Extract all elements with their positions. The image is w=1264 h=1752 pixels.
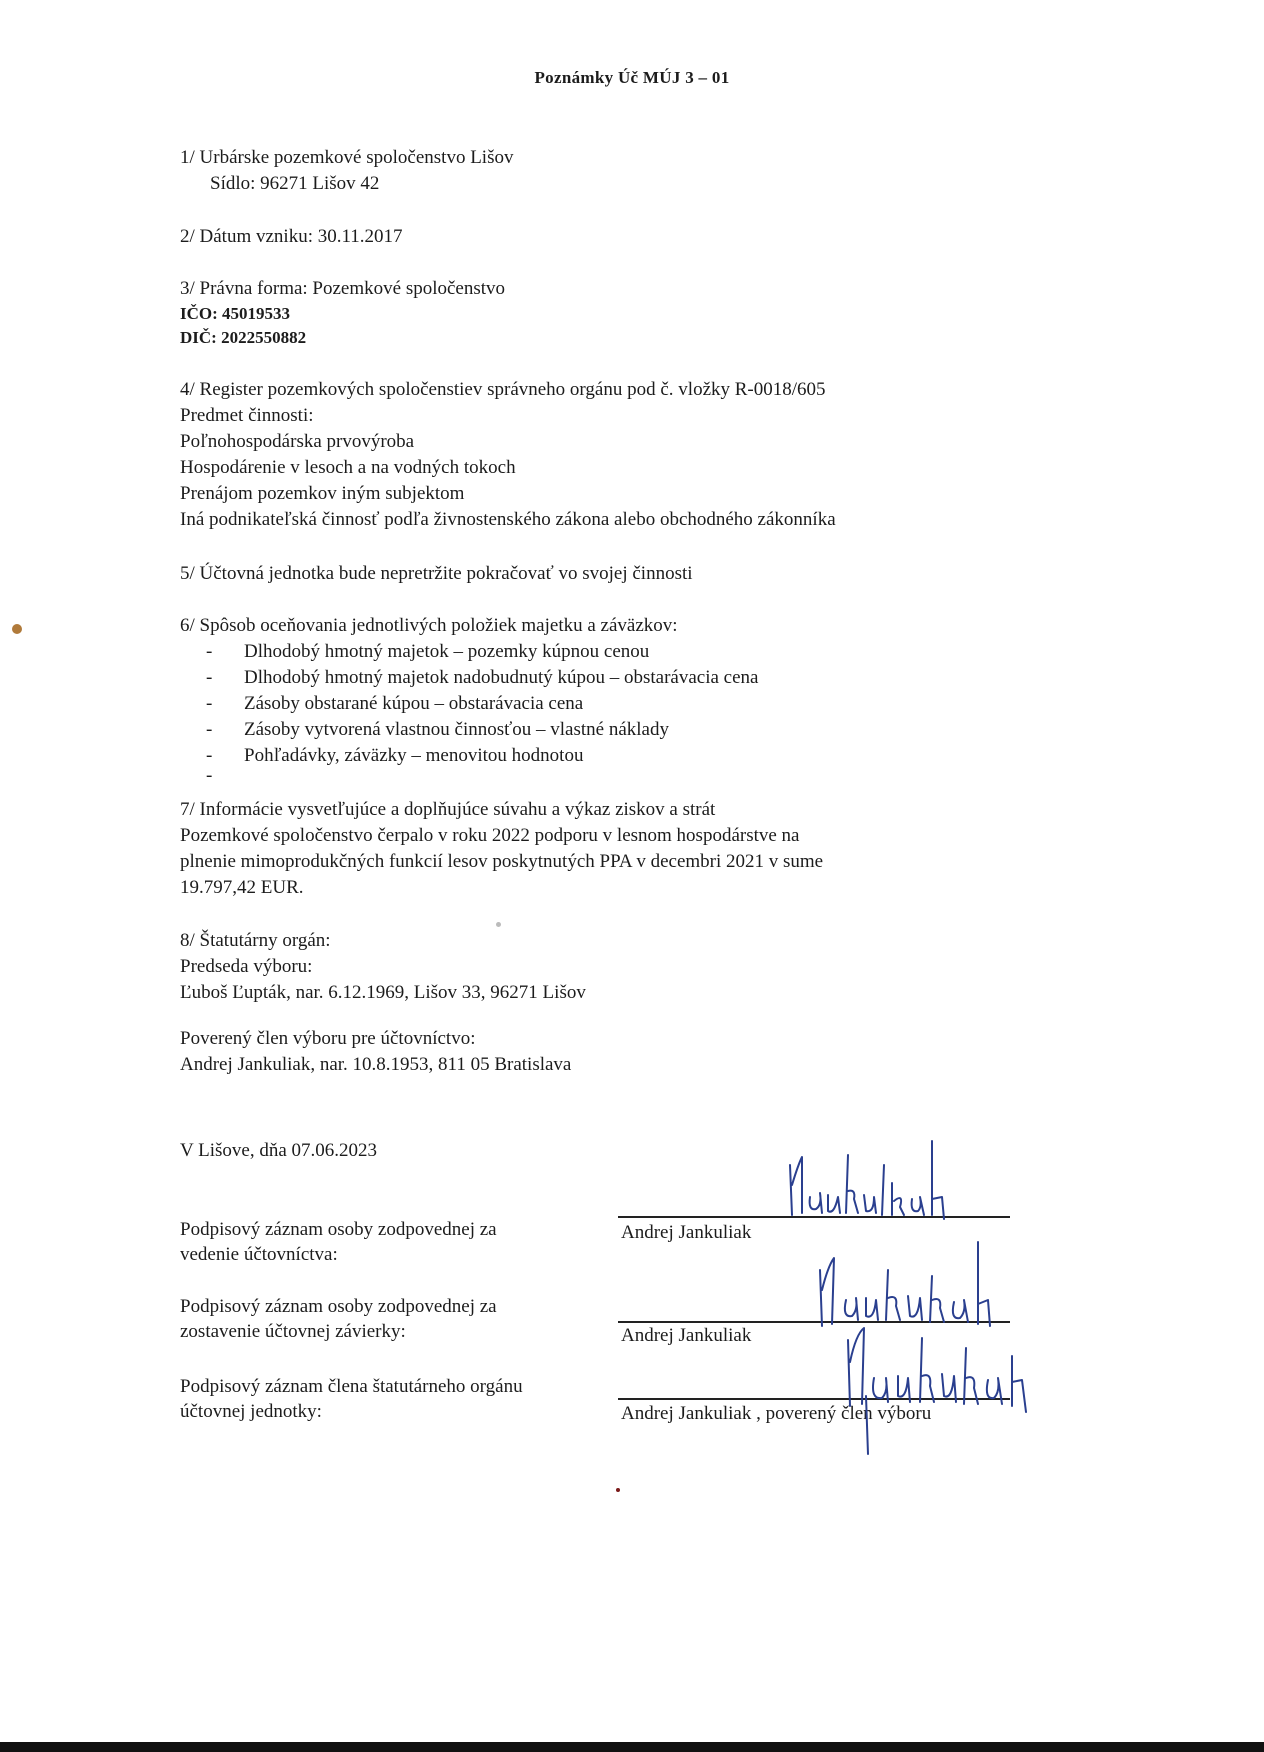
- valuation-heading: 6/ Spôsob oceňovania jednotlivých položiek majetku a záväzkov:: [180, 615, 678, 636]
- list-dash: -: [206, 745, 213, 766]
- explanatory-text: Pozemkové spoločenstvo čerpalo v roku 2022 podporu v lesnom hospodárstve na: [180, 825, 800, 846]
- accounting-member-heading: Poverený člen výboru pre účtovníctvo:: [180, 1028, 476, 1049]
- scan-speck: [616, 1488, 620, 1492]
- legal-form: 3/ Právna forma: Pozemkové spoločenstvo: [180, 278, 506, 299]
- activity-item: Hospodárenie v lesoch a na vodných tokoch: [180, 457, 516, 478]
- signer-name: Andrej Jankuliak: [621, 1325, 752, 1346]
- signer-name: Andrej Jankuliak , poverený člen výboru: [621, 1403, 932, 1424]
- list-item: - Dlhodobý hmotný majetok – pozemky kúpnou cenou: [180, 639, 758, 665]
- handwritten-signature: [782, 1135, 972, 1225]
- list-dash: -: [206, 641, 213, 662]
- activity-item: Prenájom pozemkov iným subjektom: [180, 483, 465, 504]
- section-register: [180, 377, 836, 533]
- dic-number: DIČ: 2022550882: [180, 328, 307, 347]
- section-explanatory-info: [180, 797, 823, 901]
- place-date: V Lišove, dňa 07.06.2023: [180, 1140, 378, 1161]
- entity-seat: Sídlo: 96271 Lišov 42: [210, 173, 380, 194]
- handwritten-signature: [836, 1316, 1036, 1456]
- scan-edge: [0, 1742, 1264, 1752]
- section-legal-form: [180, 276, 505, 350]
- activity-item: Iná podnikateľská činnosť podľa živnostenského zákona alebo obchodného zákonníka: [180, 509, 836, 530]
- scan-speck: [496, 922, 501, 927]
- signer-name: Andrej Jankuliak: [621, 1222, 752, 1243]
- section-statutory-body: [180, 928, 586, 1078]
- explanatory-text: 19.797,42 EUR.: [180, 877, 304, 898]
- activity-item: Poľnohospodárska prvovýroba: [180, 431, 415, 452]
- list-dash: -: [206, 719, 213, 740]
- section-valuation: [180, 613, 758, 785]
- section-entity: [180, 145, 513, 197]
- founding-date: 2/ Dátum vzniku: 30.11.2017: [180, 226, 403, 247]
- section-going-concern: [180, 561, 693, 587]
- signature-label-bookkeeping: Podpisový záznam osoby zodpovednej za vedenie účtovníctva:: [180, 1219, 497, 1265]
- going-concern-statement: 5/ Účtovná jednotka bude nepretržite pokračovať vo svojej činnosti: [180, 563, 693, 584]
- list-item: [180, 765, 758, 786]
- document-title: Poznámky Úč MÚJ 3 – 01: [534, 68, 730, 87]
- accounting-member-details: Andrej Jankuliak, nar. 10.8.1953, 811 05 Bratislava: [180, 1054, 572, 1075]
- list-item: - Pohľadávky, záväzky – menovitou hodnotou: [180, 743, 758, 769]
- list-item: - Dlhodobý hmotný majetok nadobudnutý kúpou – obstarávacia cena: [180, 665, 758, 691]
- signature-label-statutory: Podpisový záznam člena štatutárneho orgánu účtovnej jednotky:: [180, 1376, 523, 1422]
- signature-label-statements: Podpisový záznam osoby zodpovednej za zostavenie účtovnej závierky:: [180, 1296, 497, 1342]
- explanatory-heading: 7/ Informácie vysvetľujúce a doplňujúce súvahu a výkaz ziskov a strát: [180, 799, 716, 820]
- register-info: 4/ Register pozemkových spoločenstiev správneho orgánu pod č. vložky R-0018/605: [180, 379, 826, 400]
- scan-speck: [12, 624, 22, 634]
- ico-number: IČO: 45019533: [180, 304, 291, 323]
- chairman-heading: Predseda výboru:: [180, 956, 313, 977]
- list-dash: -: [206, 765, 213, 786]
- entity-name: 1/ Urbárske pozemkové spoločenstvo Lišov: [180, 147, 514, 168]
- explanatory-text: plnenie mimoprodukčných funkcií lesov poskytnutých PPA v decembri 2021 v sume: [180, 851, 824, 872]
- valuation-list: [180, 639, 758, 785]
- chairman-details: Ľuboš Ľupták, nar. 6.12.1969, Lišov 33, 96271 Lišov: [180, 982, 586, 1003]
- statutory-heading: 8/ Štatutárny orgán:: [180, 930, 331, 951]
- list-item: - Zásoby obstarané kúpou – obstarávacia cena: [180, 691, 758, 717]
- list-dash: -: [206, 667, 213, 688]
- activity-heading: Predmet činnosti:: [180, 405, 314, 426]
- list-dash: -: [206, 693, 213, 714]
- list-item: - Zásoby vytvorená vlastnou činnosťou – vlastné náklady: [180, 717, 758, 743]
- section-founding-date: [180, 224, 403, 250]
